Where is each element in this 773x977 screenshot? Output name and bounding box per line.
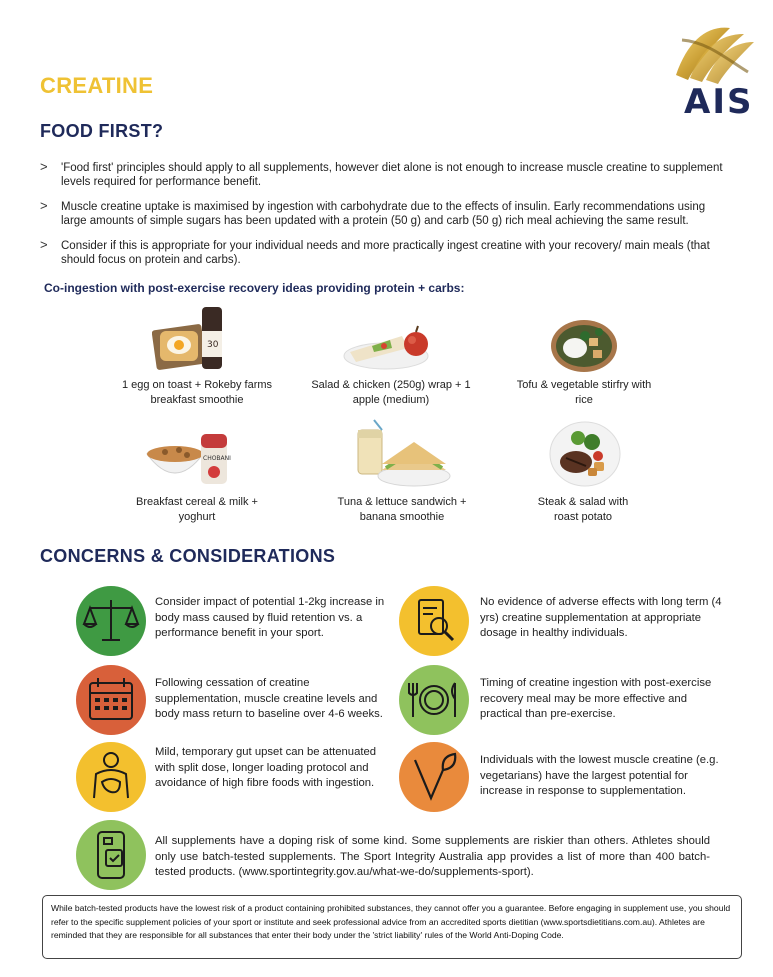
tofu-stirfry-image	[549, 318, 619, 379]
phone-app-icon	[76, 820, 146, 890]
food-label: Salad & chicken (250g) wrap + 1 apple (medium)	[311, 379, 471, 406]
bullet-text: Muscle creatine uptake is maximised by ingestion with carbohydrate due to the effects of insulin. Early recommendations using large amounts of simple sugars has been updated with a protein (50 g) and carb (50 g) rich meal achieving the same result.	[61, 201, 706, 227]
ais-logo	[668, 20, 758, 120]
concern-text: Timing of creatine ingestion with post-exercise recovery meal may be more effective and practical than pre-exercise.	[480, 677, 712, 720]
bullet-marker: >	[40, 237, 48, 252]
concern-text: No evidence of adverse effects with long term (4 yrs) creatine supplementation at appropriate dosage in healthy individuals.	[480, 596, 722, 639]
vegetarian-leaf-icon	[399, 742, 469, 812]
bullet-marker: >	[40, 159, 48, 174]
bullet-marker: >	[40, 198, 48, 213]
wrap-apple-image	[342, 318, 434, 377]
svg-text:30: 30	[207, 340, 219, 350]
concern-text: Mild, temporary gut upset can be attenuated with split dose, longer loading protocol and avoidance of high fibre foods with ingestion.	[155, 746, 377, 789]
food-label: Breakfast cereal & milk + yoghurt	[136, 496, 258, 523]
document-magnifier-icon	[399, 586, 469, 656]
cereal-yoghurt-image	[145, 430, 231, 495]
concern-text: Following cessation of creatine supplementation, muscle creatine levels and body mass return to baseline over 4-6 weeks.	[155, 677, 383, 720]
egg-toast-smoothie-image	[152, 305, 242, 380]
concerns-heading: CONCERNS & CONSIDERATIONS	[40, 546, 336, 566]
plate-cutlery-icon	[399, 665, 469, 735]
bullet-item	[40, 200, 730, 230]
concern-text: All supplements have a doping risk of some kind. Some supplements are riskier than others. Athletes should only use batch-tested supplements. The Sport Integrity Australia app provides a list of more than 400 batch-tested products. (www.sportintegrity.gov.au/what-we-do/supplements-sport).	[155, 835, 710, 878]
svg-text:CHOBANI: CHOBANI	[203, 455, 231, 462]
bullet-text: 'Food first' principles should apply to all supplements, however diet alone is not enough to increase muscle creatine to supplement levels required for performance benefit.	[61, 162, 723, 188]
bullet-item	[40, 161, 730, 191]
sandwich-smoothie-image	[352, 418, 452, 495]
concern-text: Consider impact of potential 1-2kg increase in body mass caused by fluid retention vs. a performance benefit in your sport.	[155, 596, 385, 639]
logo-text: AIS	[684, 82, 754, 122]
coingestion-heading: Co-ingestion with post-exercise recovery ideas providing protein + carbs:	[44, 281, 465, 295]
concern-text: Individuals with the lowest muscle creatine (e.g. vegetarians) have the largest potential for increase in response to supplementation.	[480, 754, 719, 797]
food-label: Tofu & vegetable stirfry with rice	[516, 379, 652, 406]
steak-salad-image	[548, 418, 622, 493]
page-title: CREATINE	[40, 73, 154, 98]
disclaimer-box	[42, 895, 742, 959]
ais-ribbon-icon	[668, 20, 758, 90]
bullet-text: Consider if this is appropriate for your individual needs and more practically ingest creatine with your recovery/ main meals (that should focus on protein and carbs).	[61, 240, 710, 266]
food-first-heading: FOOD FIRST?	[40, 121, 164, 141]
food-label: 1 egg on toast + Rokeby farms breakfast smoothie	[121, 379, 273, 406]
calendar-icon	[76, 665, 146, 735]
disclaimer-text: While batch-tested products have the lowest risk of a product containing prohibited substances, they cannot offer you a guarantee. Before engaging in supplement use, you should refer to the specific supplement policies of your sport or institute and seek professional advice from an accredited sports dietitian (www.sportsdietitians.com.au). Athletes are reminded that they are responsible for all substances that enter their body under the 'strict liability' rules of the World Anti-Doping Code.	[51, 903, 731, 940]
bullet-item	[40, 239, 730, 269]
food-label: Steak & salad with roast potato	[537, 496, 629, 523]
stomach-person-icon	[76, 742, 146, 812]
food-label: Tuna & lettuce sandwich + banana smoothie	[337, 496, 467, 523]
scales-icon	[76, 586, 146, 656]
